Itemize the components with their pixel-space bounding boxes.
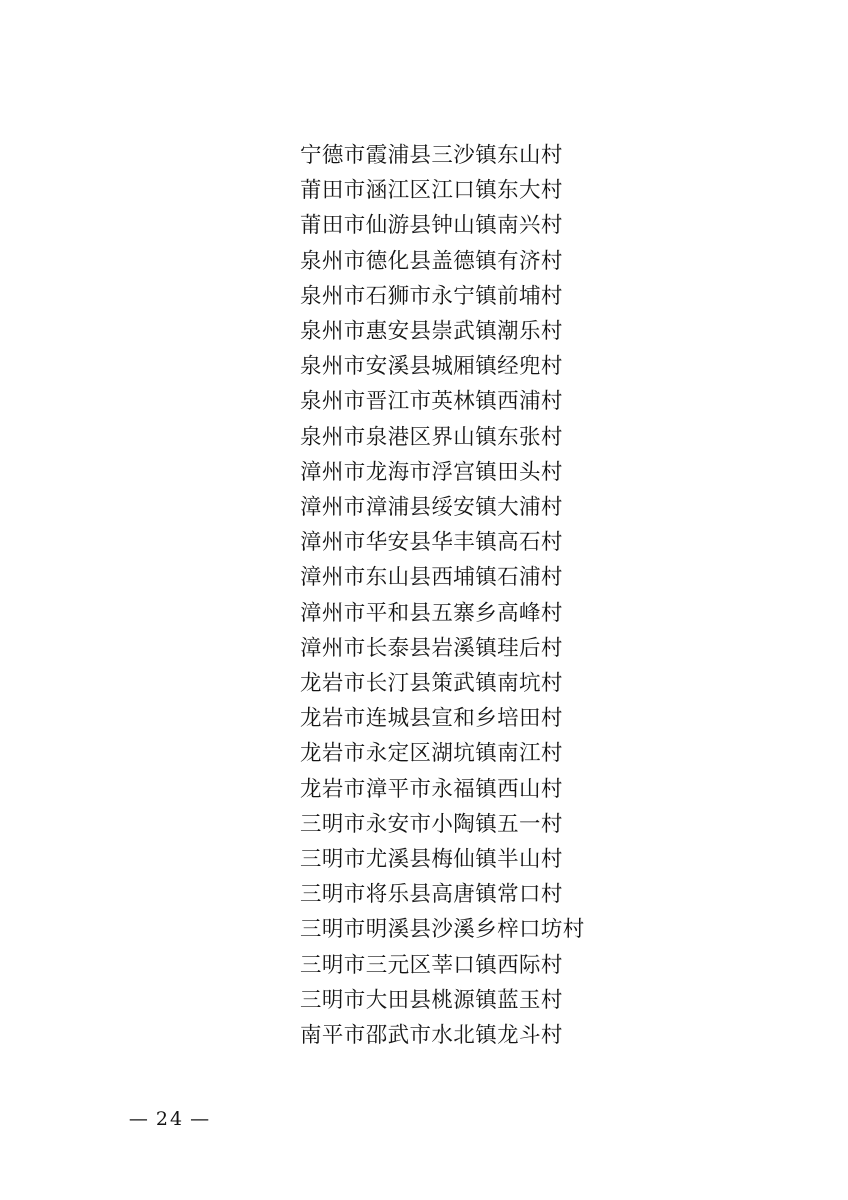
list-item: 龙岩市永定区湖坑镇南江村 bbox=[300, 741, 563, 767]
list-item: 泉州市安溪县城厢镇经兜村 bbox=[300, 354, 563, 380]
list-item: 三明市明溪县沙溪乡梓口坊村 bbox=[300, 917, 585, 943]
list-item: 龙岩市漳平市永福镇西山村 bbox=[300, 776, 563, 802]
list-item: 莆田市涵江区江口镇东大村 bbox=[300, 178, 563, 204]
document-body bbox=[300, 138, 780, 1053]
village-name-list bbox=[300, 138, 780, 1053]
page-footer bbox=[100, 1108, 240, 1130]
list-item: 漳州市华安县华丰镇高石村 bbox=[300, 530, 563, 556]
list-item: 漳州市漳浦县绥安镇大浦村 bbox=[300, 495, 563, 521]
footer-dash-left: — bbox=[128, 1108, 150, 1130]
list-item: 宁德市霞浦县三沙镇东山村 bbox=[300, 143, 563, 168]
page-number-value: 24 bbox=[155, 1108, 185, 1130]
list-item: 泉州市德化县盖德镇有济村 bbox=[300, 248, 563, 274]
list-item: 三明市尤溪县梅仙镇半山村 bbox=[300, 847, 563, 873]
list-item: 龙岩市连城县宣和乡培田村 bbox=[300, 706, 563, 732]
footer-dash-right: — bbox=[190, 1108, 212, 1130]
list-item: 泉州市石狮市永宁镇前埔村 bbox=[300, 283, 563, 309]
list-item: 漳州市平和县五寨乡高峰村 bbox=[300, 600, 563, 626]
list-item: 泉州市晋江市英林镇西浦村 bbox=[300, 389, 563, 415]
list-item: 三明市大田县桃源镇蓝玉村 bbox=[300, 987, 563, 1013]
list-item: 龙岩市长汀县策武镇南坑村 bbox=[300, 671, 563, 697]
list-item: 三明市三元区莘口镇西际村 bbox=[300, 952, 563, 978]
list-item: 南平市邵武市水北镇龙斗村 bbox=[300, 1023, 563, 1049]
list-item: 三明市将乐县高唐镇常口村 bbox=[300, 882, 563, 908]
list-item: 泉州市惠安县崇武镇潮乐村 bbox=[300, 319, 563, 345]
list-item: 三明市永安市小陶镇五一村 bbox=[300, 811, 563, 837]
list-item: 漳州市龙海市浮宫镇田头村 bbox=[300, 459, 563, 485]
list-item: 莆田市仙游县钟山镇南兴村 bbox=[300, 213, 563, 239]
list-item: 泉州市泉港区界山镇东张村 bbox=[300, 424, 563, 450]
list-item: 漳州市长泰县岩溪镇珪后村 bbox=[300, 635, 563, 661]
list-item: 漳州市东山县西埔镇石浦村 bbox=[300, 565, 563, 591]
